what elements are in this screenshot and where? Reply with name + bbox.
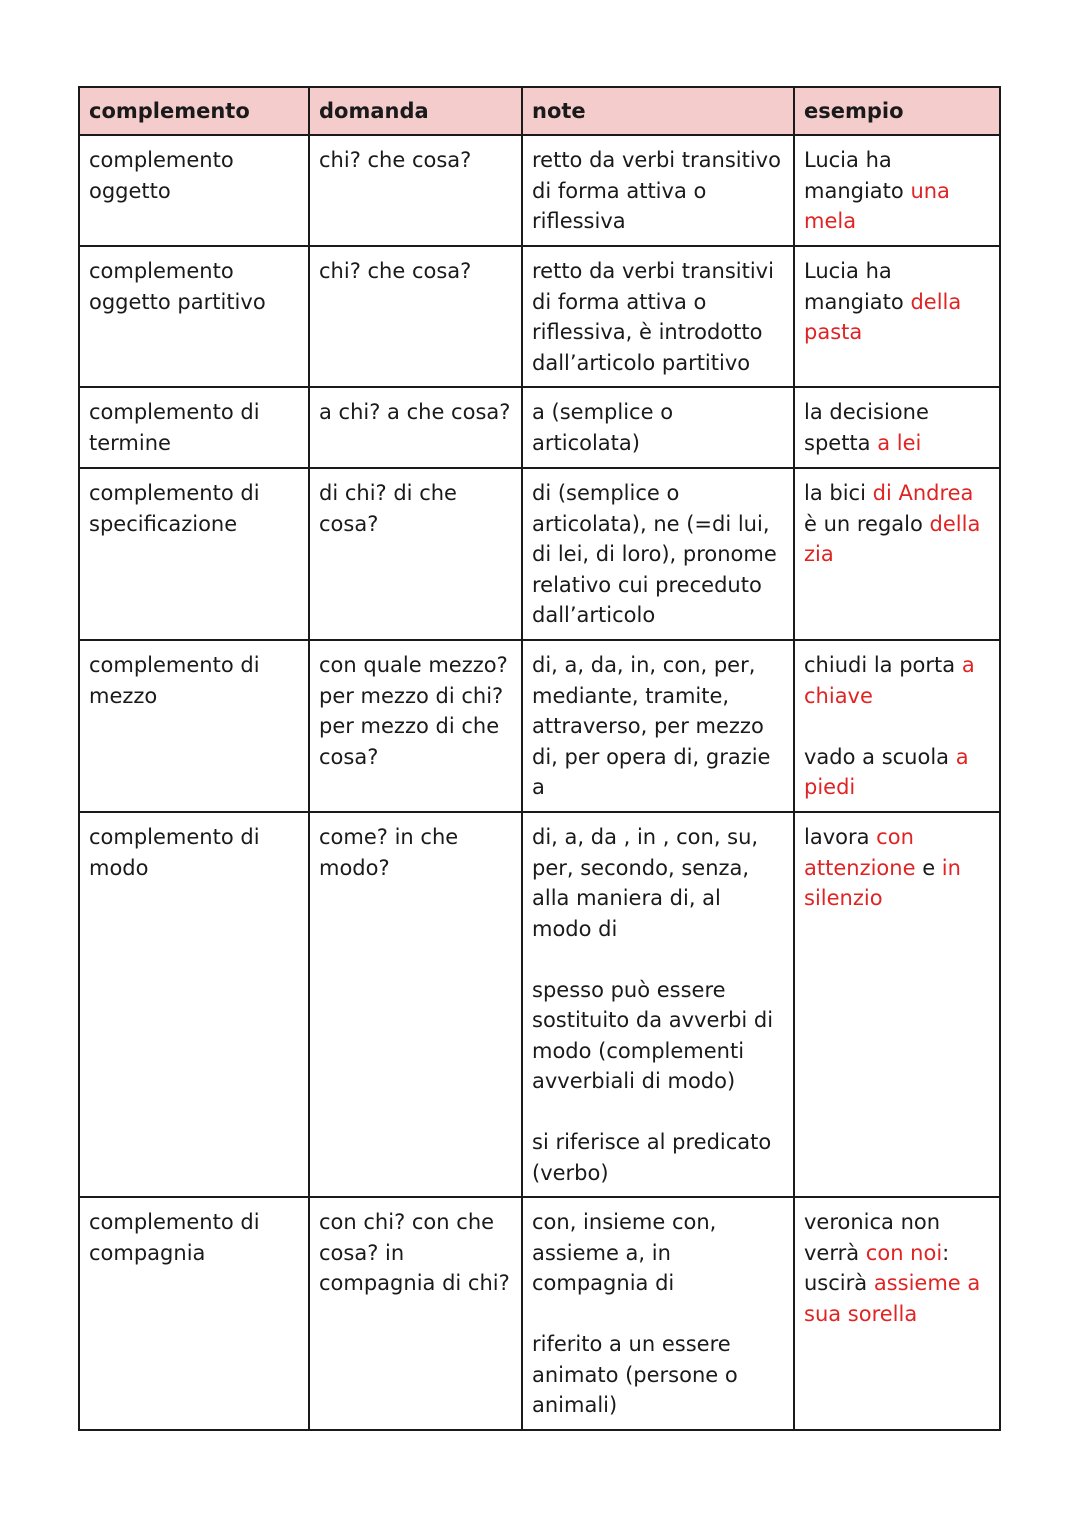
example-sentence	[804, 742, 991, 803]
cell-domanda: chi? che cosa?	[309, 135, 522, 246]
cell-note	[522, 246, 794, 387]
cell-complemento: complemento di termine	[79, 387, 309, 468]
cell-note	[522, 812, 794, 1197]
highlighted-complement: assieme a sua sorella	[804, 1271, 981, 1326]
example-text: e	[915, 855, 942, 880]
example-text: vado a scuola	[804, 744, 956, 769]
example-sentence	[804, 397, 991, 458]
note-paragraph: si riferisce al predicato (verbo)	[532, 1130, 772, 1185]
cell-note	[522, 135, 794, 246]
example-text: Lucia ha mangiato	[804, 148, 911, 203]
example-text: veronica non verrà	[804, 1210, 941, 1265]
table-row	[79, 135, 1000, 246]
highlighted-complement: con attenzione	[804, 825, 916, 880]
table-row	[79, 387, 1000, 468]
cell-esempio	[794, 387, 1000, 468]
example-text: la bici	[804, 481, 873, 505]
note-paragraph: di, a, da , in , con, su, per, secondo, senza, alla maniera di, al modo di	[532, 825, 759, 941]
table-row	[79, 468, 1000, 640]
note-paragraph: spesso può essere sostituito da avverbi di modo (complementi avverbiali di modo)	[532, 977, 774, 1093]
cell-esempio	[794, 246, 1000, 387]
example-text: : uscirà	[804, 1240, 950, 1295]
example-sentence	[804, 256, 991, 348]
example-sentence	[804, 1207, 991, 1329]
cell-note	[522, 387, 794, 468]
cell-complemento: complemento di compagnia	[79, 1197, 309, 1430]
cell-complemento: complemento di modo	[79, 812, 309, 1197]
note-paragraph: a (semplice o articolata)	[532, 400, 674, 455]
highlighted-complement: della zia	[804, 511, 981, 566]
table-body	[79, 135, 1000, 1430]
cell-esempio	[794, 812, 1000, 1197]
cell-complemento: complemento oggetto partitivo	[79, 246, 309, 387]
cell-esempio	[794, 468, 1000, 640]
note-paragraph: di (semplice o articolata), ne (=di lui, di lei, di loro), pronome relativo cui preceduto dall’articolo	[532, 481, 777, 627]
cell-complemento: complemento oggetto	[79, 135, 309, 246]
cell-note	[522, 640, 794, 812]
cell-complemento: complemento di specificazione	[79, 468, 309, 640]
highlighted-complement: di Andrea	[872, 481, 974, 505]
cell-domanda: chi? che cosa?	[309, 246, 522, 387]
note-paragraph: retto da verbi transitivi di forma attiva o riflessiva, è introdotto dall’articolo partitivo	[532, 259, 774, 375]
note-paragraph: di, a, da, in, con, per, mediante, tramite, attraverso, per mezzo di, per opera di, grazie a	[532, 653, 771, 799]
highlighted-complement: con noi	[865, 1240, 943, 1265]
cell-esempio	[794, 640, 1000, 812]
example-sentence	[804, 145, 991, 237]
example-text: è un regalo	[804, 511, 930, 536]
table-row	[79, 246, 1000, 387]
header-row	[79, 87, 1000, 135]
table-row	[79, 812, 1000, 1197]
highlighted-complement: della pasta	[804, 289, 962, 344]
highlighted-complement: a piedi	[804, 744, 969, 799]
cell-esempio	[794, 1197, 1000, 1430]
note-paragraph: riferito a un essere animato (persone o animali)	[532, 1332, 738, 1417]
example-text: la decisione spetta	[804, 400, 929, 455]
cell-complemento: complemento di mezzo	[79, 640, 309, 812]
cell-esempio	[794, 135, 1000, 246]
note-paragraph: con, insieme con, assieme a, in compagnia di	[532, 1210, 717, 1295]
highlighted-complement: in silenzio	[804, 855, 961, 910]
table-row	[79, 1197, 1000, 1430]
highlighted-complement: a lei	[877, 430, 922, 455]
example-text: chiudi la porta	[804, 653, 962, 677]
table-row	[79, 640, 1000, 812]
highlighted-complement: a chiave	[804, 653, 975, 708]
header-esempio: esempio	[794, 87, 1000, 135]
note-paragraph: retto da verbi transitivo di forma attiva o riflessiva	[532, 148, 781, 233]
example-sentence	[804, 478, 991, 570]
example-text: Lucia ha mangiato	[804, 259, 911, 314]
header-complemento: complemento	[79, 87, 309, 135]
highlighted-complement: una mela	[804, 178, 950, 233]
cell-domanda: come? in che modo?	[309, 812, 522, 1197]
complements-table	[78, 86, 1001, 1431]
cell-domanda: di chi? di che cosa?	[309, 468, 522, 640]
header-note: note	[522, 87, 794, 135]
example-text: lavora	[804, 825, 877, 849]
cell-domanda: a chi? a che cosa?	[309, 387, 522, 468]
cell-domanda: con chi? con che cosa? in compagnia di chi?	[309, 1197, 522, 1430]
cell-note	[522, 1197, 794, 1430]
example-sentence	[804, 650, 991, 711]
cell-domanda: con quale mezzo? per mezzo di chi? per mezzo di che cosa?	[309, 640, 522, 812]
header-domanda: domanda	[309, 87, 522, 135]
cell-note	[522, 468, 794, 640]
example-sentence	[804, 822, 991, 914]
